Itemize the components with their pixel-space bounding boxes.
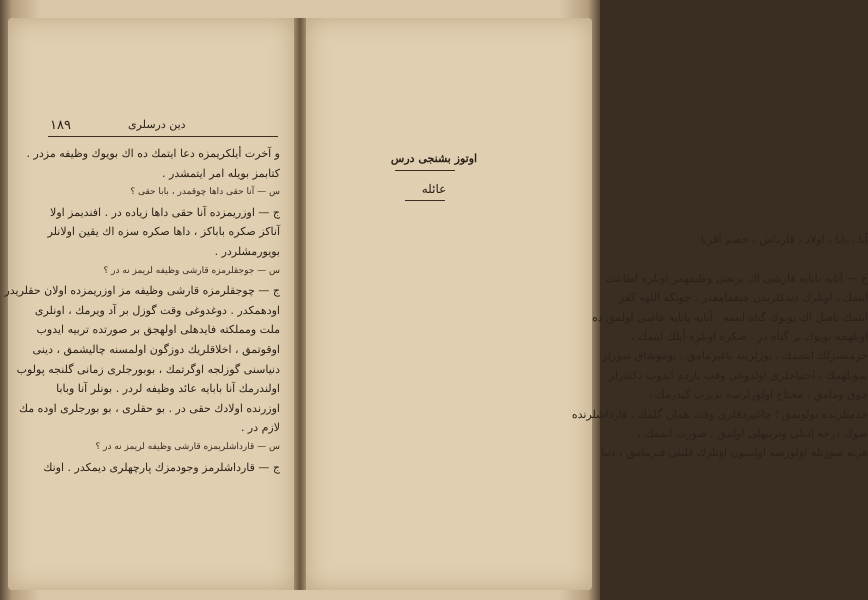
running-head: دين درسلرى xyxy=(128,118,186,131)
header-rule xyxy=(48,136,278,137)
left-page-text xyxy=(4,144,280,477)
text-line: ايتمك ، اونلرك ديدكلرندن چيقمامقدر . چونكه اللهه كفر xyxy=(618,291,868,305)
text-line: ايتمك ناصل اك بويوك گناه ايسه ، آنايه بابايه عاصى اولمق ده xyxy=(592,310,868,324)
text-line: ج — آنايه بابايه قارشى اك برنجى وظيفهمز اونلره اطاعت xyxy=(605,271,868,285)
text-line: اوزرنده اولادك حقى در . بو حقلرى ، بو بورجلرى اوده مك xyxy=(19,401,280,415)
text-line: كتابمز بويله امر ايتمشدر . xyxy=(162,166,280,180)
page-number: ١٨٩ xyxy=(50,118,71,133)
question-line: س — آنا حقى داها چوقمدر ، بابا حقى ؟ xyxy=(130,187,280,198)
text-line: اوقوتمق ، اخلاقلريك دوزگون اولمسنه چاليشمق ، دينى xyxy=(32,342,280,356)
text-line: ملت ومملكته فايدهلى اولهجق بر صورتده تربيه ايدوب xyxy=(36,323,280,337)
text-line: سويلهمك ، احتياجلرى اولدوغى وقت ياردم ايدوب دكندرلر xyxy=(608,368,868,382)
text-line: اودهمكدر . دوغدوغى وقت گوزل بر آد ويرمك ، اونلرى xyxy=(34,303,280,317)
question-line: س — قارداشلريمزه قارشى وظيفه لريمز نه در ؟ xyxy=(95,441,280,452)
text-line: ج — قارداشلرمز وجودمزك پارچهلرى ديمكدر . اونك xyxy=(43,460,280,474)
text-line: ج — اوزريمزده آنا حقى داها زياده در . افنديمز اولا xyxy=(50,205,280,219)
lesson-subtitle: عائله xyxy=(421,182,447,196)
text-line: آناكز صكره باباكز ، داها صكره سزه اك يقين اولانلر xyxy=(47,225,280,239)
text-line: و آخرت أيلكريمزه دعا ايتمك ده اك بويوك وظيفه مزدر . xyxy=(26,147,280,160)
text-line: صوك درجه ادبلى وتربيهلى اولمق ، صورت اتممك ، xyxy=(637,427,868,441)
text-line: حرمتسزلك ايتممك ، يوزلرينه باغيرمامق ، يوموشاق سوزلر xyxy=(601,349,868,363)
text-line: آنا ، بابا ، اولاد ، قارداش ، خصم اقربا xyxy=(700,233,868,246)
text-line: بويورمشلردر . xyxy=(214,244,280,258)
text-line: لازم در . xyxy=(240,421,280,435)
text-line: ج — چوجقلرمزه قارشى وظيفه مز اوزريمزده اولان حقلريدر xyxy=(4,284,280,298)
text-line: اولندرمك آنا بابايه عائد وظيفه لردر . بونلر آنا وبابا xyxy=(56,382,280,396)
text-line: دنياسنى گوزلجه اوگرتمك ، بوبورجلرى زمانى گلنجه پولوب xyxy=(16,362,280,376)
question-line: س — جوجقلرمزه قارشى وظيفه لريمز نه در ؟ xyxy=(103,265,280,276)
text-line: خدمتلرنده بولونمق ؛ چاغيردقلرى وقت همان گلمك ، قارداشلرنده xyxy=(571,407,868,421)
right-page xyxy=(306,18,868,590)
left-page xyxy=(4,18,294,590)
right-page-text xyxy=(571,230,868,463)
subtitle-rule xyxy=(405,200,445,201)
title-rule xyxy=(395,170,455,171)
text-line: اويلهجه بويوك بر گناه در . صكره اونلره أيلك ايتمك ، xyxy=(631,330,868,344)
question-line: س — آنايه بابايه قارشى وظيفهمز نه در ؟ xyxy=(712,253,868,264)
text-line: چوق ومامق ، محتاج اولورلرسه يديرب كيدرمك ، xyxy=(648,388,868,402)
book-gutter xyxy=(294,18,306,590)
text-line: هرنه صورتله اولورسه اولسون اونلرك قلبنى قيرمامق ، دنيا xyxy=(601,446,868,460)
lesson-title: اوتوز بشنجى درس xyxy=(390,152,478,165)
